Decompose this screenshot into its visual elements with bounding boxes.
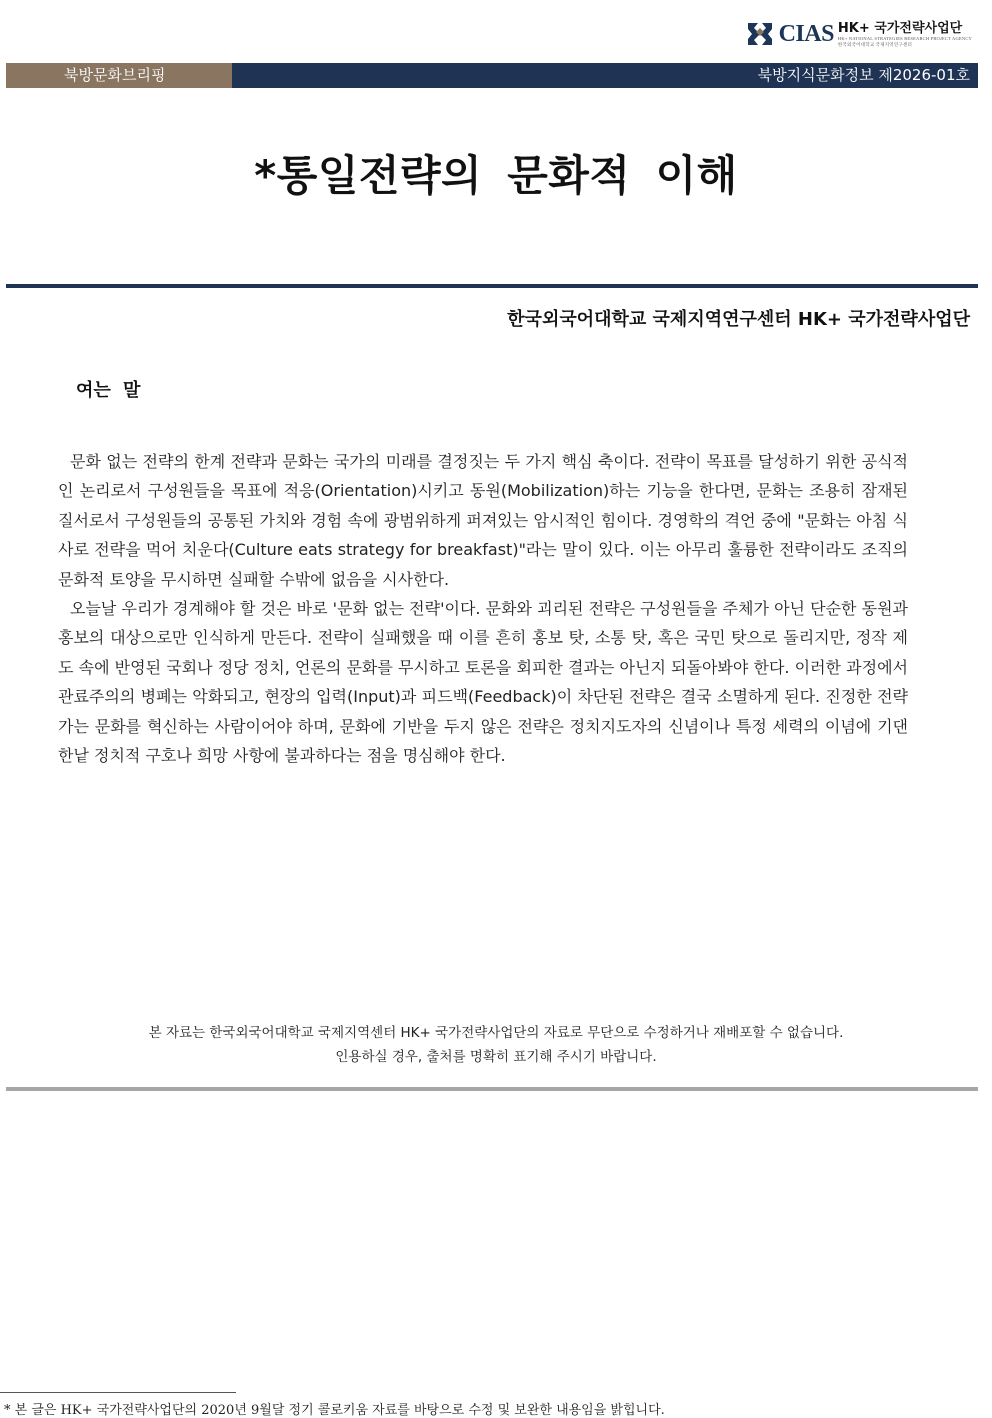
- section-heading: 여는 말: [76, 380, 141, 401]
- title-divider: [6, 284, 978, 288]
- logo-subtitle-ko: 한국외국어대학교 국제지역연구센터: [837, 41, 912, 47]
- logo-brand: CIAS: [778, 20, 834, 47]
- issue-label: 북방지식문화정보 제2026-01호: [232, 63, 978, 88]
- notice-line: 인용하실 경우, 출처를 명확히 표기해 주시기 바랍니다.: [335, 1049, 657, 1065]
- footnote-rule: [0, 1392, 236, 1393]
- series-label: 북방문화브리핑: [6, 63, 232, 88]
- paragraph: 오늘날 우리가 경계해야 할 것은 바로 '문화 없는 전략'이다. 문화와 괴리된 전략은 구성원들을 주체가 아닌 단순한 동원과 홍보의 대상으로만 인식하게 만든다. 전략이 실패했을 때 이를 흔히 홍보 탓, 소통 탓, 혹은 국민 탓으로 돌리지만, 정작 제도 속에 반영된 국회나 정당 정치, 언론의 문화를 무시하고 토론을 회피한 결과는 아닌지 되돌아봐야 한다. 이러한 과정에서 관료주의의 병폐는 악화되고, 현장의 입력(Input)과 피드백(Feedback)이 차단된 전략은 결국 소멸하게 된다. 진정한 전략가는 문화를 혁신하는 사람이어야 하며, 문화에 기반을 두지 않은 전략은 정치지도자의 신념이나 특정 세력의 이념에 기댄 한낱 정치적 구호나 희망 사항에 불과하다는 점을 명심해야 한다.: [58, 599, 908, 766]
- document-title: *통일전략의 문화적 이해: [254, 151, 738, 200]
- paragraph: 문화 없는 전략의 한계 전략과 문화는 국가의 미래를 결정짓는 두 가지 핵심 축이다. 전략이 목표를 달성하기 위한 공식적인 논리로서 구성원들을 목표에 적응(Orientation)시키고 동원(Mobilization)하는 기능을 한다면, 문화는 조용히 잠재된 질서로서 구성원들의 공통된 가치와 경험 속에 광범위하게 퍼져있는 암시적인 힘이다. 경영학의 격언 중에 "문화는 아침 식사로 전략을 먹어 치운다(Culture eats strategy for breakfast)"라는 말이 있다. 이는 아무리 훌륭한 전략이라도 조직의 문화적 토양을 무시하면 실패할 수밖에 없음을 시사한다.: [58, 452, 908, 589]
- cias-logo: [745, 16, 972, 52]
- copyright-notice: [0, 1021, 992, 1069]
- logo-title: HK+ 국가전략사업단: [837, 20, 963, 36]
- author-organization: 한국외국어대학교 국제지역연구센터 HK+ 국가전략사업단: [507, 309, 970, 330]
- body-text: [58, 447, 908, 770]
- header-band: [6, 63, 978, 88]
- notice-line: 본 자료는 한국외국어대학교 국제지역센터 HK+ 국가전략사업단의 자료로 무단으로 수정하거나 재배포할 수 없습니다.: [148, 1025, 844, 1041]
- logo-subtitle-en: HK+ NATIONAL STRATEGIES RESEARCH PROJECT AGENCY: [837, 35, 972, 41]
- bottom-divider: [6, 1087, 978, 1091]
- footnote: * 본 글은 HK+ 국가전략사업단의 2020년 9월달 정기 콜로키움 자료를 바탕으로 수정 및 보완한 내용임을 밝힙니다.: [4, 1403, 665, 1418]
- cias-emblem-icon: [745, 19, 775, 49]
